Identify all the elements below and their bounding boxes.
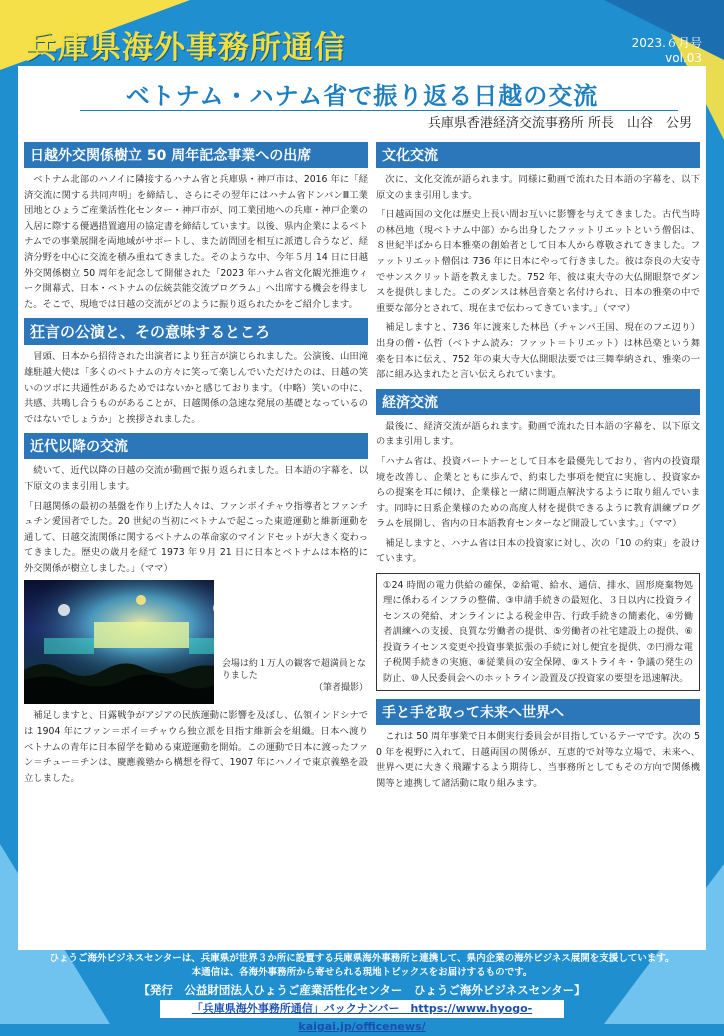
section-body: これは 50 周年事業で日本側実行委員会が目指しているテーマです。次の 50 年を視野に入れて、日越両国の関係が、互恵的で対等な立場で、未来へ、世界へ更に大きく飛躍するよう期待し、当事務所としてもその方向で関係機関等と連携して諸活動に取り組みます。	[376, 730, 700, 789]
concert-photo	[24, 580, 214, 704]
section-heading: 狂言の公演と、その意味するところ	[24, 318, 368, 345]
footer-note-line2: 本通信は、各海外事務所から寄せられる現地トピックスをお届けするものです。	[191, 967, 533, 978]
section-economy	[376, 389, 700, 691]
section-kyogen	[24, 318, 368, 427]
footer-note	[18, 952, 706, 980]
section-modern-exchange	[24, 433, 368, 786]
section-quote: 「ハナム省は、投資パートナーとして日本を最優先しており、省内の投資環境を改善し、企業とともに歩んで、約束した事項を便宜に実施し、投資家からの提案を耳に傾け、企業様と一緒に問題点解決するように取り組んでいます。同時に日系企業様のための高度人材を提供できるように教育訓練プログラムを展開し、省内の日本語教育センターなど開設しています。」（ママ）	[376, 455, 700, 530]
ten-promises-text: ①24 時間の電力供給の確保、②給電、給水、通信、排水、固形廃棄物処理に係わるインフラの整備、③申請手続きの最短化、３日以内に投資ライセンスの発給、オンラインによる税金申告、行政手続きの簡素化、④労働者訓練への支援、良質な労働者の提供、⑤労働者の社宅建設上の提供、⑥投資ライセンス変更や投資事業拡張の手続に対し便宜を提供、⑦円滑な電子税関手続きの実施、⑧従業員の安全保障、⑨ストライキ・争議の発生の防止、⑩人民委員会へのホットライン設置及び投資家の要望を迅速解決。	[383, 580, 693, 684]
section-heading: 近代以降の交流	[24, 433, 368, 459]
section-supplement: 補足しますと、ハナム省は日本の投資家に対し、次の「10 の約束」を設けています。	[376, 537, 700, 565]
section-quote: 「日越両国の文化は歴史上長い間お互いに影響を与えてきました。古代当時の林邑地（現ベトナム中部）から出身したファットリエットという僧侶は、８世紀半ばから日本雅楽の創始者として日本人から尊敬されてきました。ファットリエット僧侶は 736 年に日本にやって行きました。彼は奈良の大安寺でサンスクリット語を教えました。752 年、彼は東大寺の大仏開眼祭でダンスを提供しました。このダンスは林邑音楽と名付けられ、日本の雅楽の中で重要な部分とされて、現在まで伝わってきています。」（ママ）	[376, 209, 700, 314]
title-underline	[80, 110, 678, 111]
section-culture	[376, 142, 700, 383]
newsletter-page	[18, 66, 706, 950]
caption-credit: （筆者撮影）	[313, 683, 368, 694]
section-intro: 次に、文化交流が語られます。同様に動画で流れた日本語の字幕を、以下原文のまま引用します。	[376, 174, 700, 201]
issue-info	[632, 36, 702, 66]
ten-promises-box	[376, 573, 700, 691]
section-future	[376, 699, 700, 791]
masthead-title: 兵庫県海外事務所通信	[26, 30, 346, 66]
section-body: ベトナム北部のハノイに隣接するハナム省と兵庫県・神戸市は、2016 年に「経済交流に関する共同声明」を締結し、さらにその翌年にはハナム省ドンバンⅢ工業団地とひょうご産業活性化センター・神戸市が、同工業団地への兵庫・神戸企業の入居に際する優遇措置適用の協定書を締結しています。以後、県内企業によるベトナムでの事業展開を両地域がサポートし、また訪問団を相互に派遣し合うなど、経済分野を中心に交流を積み重ねてきました。そのような中、今年５月 14 日に日越外交関係樹立 50 周年を記念して開催された「2023 年ハナム省文化観光推進ウィーク開幕式、日本・ベトナムの伝統芸能交流プログラム」へ出席する機会を得ました。そこで、現地では日越の交流がどのように振り返られたかをご紹介します。	[24, 174, 368, 310]
section-supplement: 補足しますと、日露戦争がアジアの民族運動に影響を及ぼし、仏領インドシナでは 1904 年にファン＝ボイ＝チャウら独立派を目指す維新会を組織。日本へ渡りベトナムの青年に日本留学を勧める東遊運動を開始。この運動で日本に渡ったファン＝チュー＝チンは、慶應義塾から構想を得て、1907 年にハノイで東京義塾を設立しました。	[24, 710, 368, 784]
section-intro: 続いて、近代以降の日越の交流が動画で振り返られました。日本語の字幕を、以下原文のまま引用します。	[24, 465, 368, 492]
footer-note-line1: ひょうご海外ビジネスセンターは、兵庫県が世界３か所に設置する兵庫県海外事務所と連携して、県内企業の海外ビジネス展開を支援しています。	[49, 953, 675, 964]
section-heading: 日越外交関係樹立 50 周年記念事業への出席	[24, 142, 368, 168]
footer-publisher: 【発行 公益財団法人ひょうご産業活性化センター ひょうご海外ビジネスセンター】	[138, 983, 586, 997]
issue-volume: vol.03	[665, 51, 702, 65]
photo-caption	[222, 658, 368, 704]
section-heading: 手と手を取って未来へ世界へ	[376, 699, 700, 725]
section-heading: 文化交流	[376, 142, 700, 168]
issue-date: 2023.６月号	[631, 36, 702, 50]
article-author: 兵庫県香港経済交流事務所 所長 山谷 公男	[427, 116, 692, 131]
section-50th-anniversary	[24, 142, 368, 312]
section-supplement: 補足しますと、736 年に渡来した林邑（チャンパ王国、現在のフエ辺り）出身の僧・仏哲（ベトナム読み：ファット＝トリエット）は林邑楽という舞楽を日本に伝え、752 年の東大寺大仏開眼法要では三舞奉納され、雅楽の一部に組み込まれたと言い伝えられています。	[376, 322, 700, 381]
concert-photo-illustration	[24, 580, 214, 704]
right-column	[376, 142, 700, 797]
section-heading: 経済交流	[376, 389, 700, 415]
section-body: 冒頭、日本から招待された出演者により狂言が演じられました。公演後、山田滝雄駐越大使は「多くのベトナムの方々に笑って楽しんでいただけたのは、日越の笑いのツボに共通性があるためではないかと感じております。（中略）笑いの中に、共感、共鳴し合うものがあることが、日越関係の急速な発展の基礎となっているのではないでしょうか」と挨拶されました。	[24, 351, 368, 425]
article-title: ベトナム・ハナム省で振り返る日越の交流	[125, 82, 599, 110]
section-quote: 「日越関係の最初の基盤を作り上げた人々は、ファンボイチャウ指導者とファンチュチン愛国者でした。20 世紀の当初にベトナムで起こった東遊運動と維新運動を通して、日越交流関係に関するベトナムの革命家のマインドセットが大きく変わってきました。歴史の歳月を経て 1973 年９月 21 日に日本とベトナムは本格的に外交関係が樹立しました。」（ママ）	[24, 500, 368, 574]
caption-text: 会場は約１万人の観客で超満員となりました	[221, 659, 366, 682]
backnumber-link[interactable]: 「兵庫県海外事務所通信」バックナンバー https://www.hyogo-kaigai.jp/officenews/	[160, 1000, 564, 1018]
section-intro: 最後に、経済交流が語られます。動画で流れた日本語の字幕を、以下原文のまま引用します。	[376, 420, 700, 448]
photo-row	[24, 580, 368, 704]
left-column	[24, 142, 368, 792]
